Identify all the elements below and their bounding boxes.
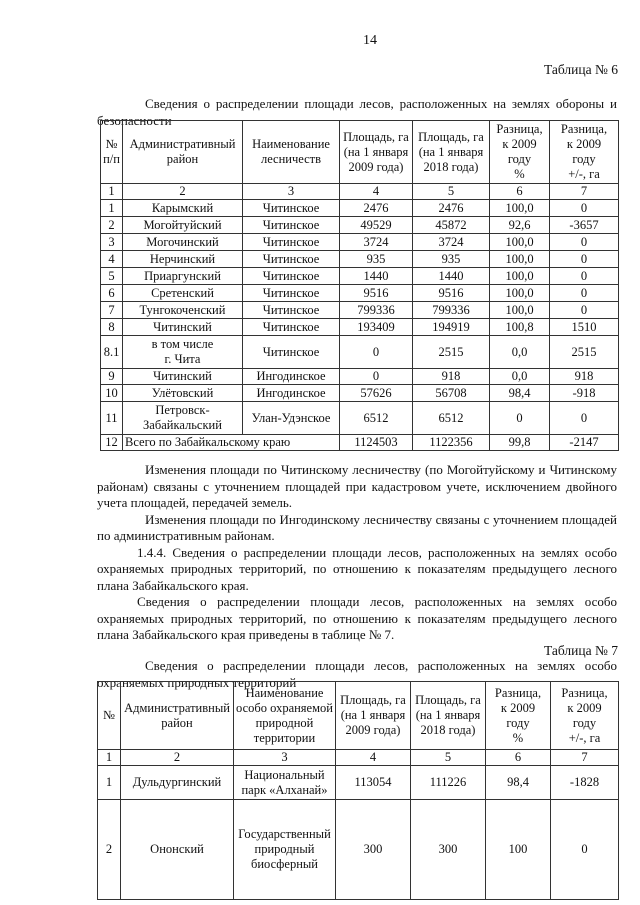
header-cell: Площадь, га (на 1 января 2018 года)	[411, 682, 486, 750]
cell: 12	[101, 435, 123, 451]
cell: 1	[98, 766, 121, 800]
cell: 3724	[340, 234, 413, 251]
header-cell: Административный район	[123, 121, 243, 184]
cell: 0	[550, 200, 619, 217]
colnum-cell: 6	[490, 184, 550, 200]
cell: Могочинский	[123, 234, 243, 251]
table-row	[101, 369, 619, 385]
cell: 8	[101, 319, 123, 336]
table6-label: Таблица № 6	[544, 62, 618, 77]
cell: 8.1	[101, 336, 123, 369]
cell: 11	[101, 402, 123, 435]
table6-caption-text: Сведения о распределении площади лесов, расположенных на землях обороны и безопасности	[97, 96, 617, 128]
cell: 0	[550, 402, 619, 435]
colnum-cell: 2	[123, 184, 243, 200]
header-cell: Площадь, га (на 1 января 2009 года)	[336, 682, 411, 750]
cell: Читинский	[123, 319, 243, 336]
cell: 0	[490, 402, 550, 435]
cell: Читинское	[243, 200, 340, 217]
colnum-cell: 1	[101, 184, 123, 200]
cell: 100,8	[490, 319, 550, 336]
cell: 98,4	[486, 766, 551, 800]
cell: Ингодинское	[243, 369, 340, 385]
cell: 100	[486, 800, 551, 900]
cell: Тунгокоченский	[123, 302, 243, 319]
table7-caption-text: Сведения о распределении площади лесов, расположенных на землях особо охраняемых природных территорий	[97, 658, 617, 690]
header-cell: Разница, к 2009 году +/-, га	[551, 682, 619, 750]
colnum-cell: 7	[550, 184, 619, 200]
header-cell: №	[98, 682, 121, 750]
colnum-cell: 6	[486, 750, 551, 766]
colnum-cell: 1	[98, 750, 121, 766]
cell: 0	[550, 302, 619, 319]
cell: 6512	[413, 402, 490, 435]
table-row	[101, 234, 619, 251]
cell: 9	[101, 369, 123, 385]
colnum-cell: 3	[234, 750, 336, 766]
cell: 0	[550, 268, 619, 285]
colnum-cell: 5	[411, 750, 486, 766]
cell: Могойтуйский	[123, 217, 243, 234]
header-cell: № п/п	[101, 121, 123, 184]
cell: 4	[101, 251, 123, 268]
cell: 100,0	[490, 268, 550, 285]
table-row	[101, 268, 619, 285]
cell: 100,0	[490, 234, 550, 251]
header-cell: Разница, к 2009 году %	[490, 121, 550, 184]
table-row	[101, 285, 619, 302]
table-row	[101, 336, 619, 369]
cell: Читинское	[243, 319, 340, 336]
table-7	[97, 681, 619, 900]
table6-colnum-row	[101, 184, 619, 200]
cell: Национальный парк «Алханай»	[234, 766, 336, 800]
table-row	[98, 800, 619, 900]
cell: 300	[336, 800, 411, 900]
cell: 92,6	[490, 217, 550, 234]
cell: 113054	[336, 766, 411, 800]
cell: Читинское	[243, 336, 340, 369]
cell: Читинское	[243, 302, 340, 319]
cell: -2147	[550, 435, 619, 451]
cell: 100,0	[490, 251, 550, 268]
paragraph: Изменения площади по Ингодинскому лесничеству связаны с уточнением площадей по административным районам.	[97, 511, 617, 543]
cell: Дульдургинский	[121, 766, 234, 800]
colnum-cell: 4	[340, 184, 413, 200]
table-row	[101, 217, 619, 234]
cell: 100,0	[490, 302, 550, 319]
cell: 6	[101, 285, 123, 302]
colnum-cell: 3	[243, 184, 340, 200]
cell: -3657	[550, 217, 619, 234]
table6-total-row	[101, 435, 619, 451]
cell: -1828	[551, 766, 619, 800]
cell: Государственный природный биосферный	[234, 800, 336, 900]
header-cell: Разница, к 2009 году +/-, га	[550, 121, 619, 184]
cell: 0	[340, 369, 413, 385]
cell: 918	[413, 369, 490, 385]
cell: 9516	[340, 285, 413, 302]
table7-header-row	[98, 682, 619, 750]
cell: Читинское	[243, 285, 340, 302]
table-row	[101, 302, 619, 319]
cell: 1122356	[413, 435, 490, 451]
paragraph: Изменения площади по Читинскому лесничеству (по Могойтуйскому и Читинскому районам) связаны с уточнением площадей при кадастровом учете, исключением двойного учета площадей, передачей земель.	[97, 462, 617, 510]
cell: 2476	[413, 200, 490, 217]
cell: Ингодинское	[243, 385, 340, 402]
cell: 1440	[340, 268, 413, 285]
header-cell: Наименование особо охраняемой природной территории	[234, 682, 336, 750]
colnum-cell: 2	[121, 750, 234, 766]
colnum-cell: 5	[413, 184, 490, 200]
cell: 1440	[413, 268, 490, 285]
cell: 2515	[550, 336, 619, 369]
cell: 0	[551, 800, 619, 900]
cell: Улан-Удэнское	[243, 402, 340, 435]
cell: 6512	[340, 402, 413, 435]
header-cell: Площадь, га (на 1 января 2018 года)	[413, 121, 490, 184]
table7-colnum-row	[98, 750, 619, 766]
table-row	[101, 251, 619, 268]
cell: 918	[550, 369, 619, 385]
table-row	[101, 385, 619, 402]
cell: 3	[101, 234, 123, 251]
cell: Сретенский	[123, 285, 243, 302]
cell: 0,0	[490, 369, 550, 385]
cell: Читинское	[243, 268, 340, 285]
cell: 2515	[413, 336, 490, 369]
cell: 98,4	[490, 385, 550, 402]
cell: 3724	[413, 234, 490, 251]
cell: 49529	[340, 217, 413, 234]
cell: Читинское	[243, 251, 340, 268]
cell: Приаргунский	[123, 268, 243, 285]
table7-label: Таблица № 7	[544, 643, 618, 658]
cell: -918	[550, 385, 619, 402]
cell: 9516	[413, 285, 490, 302]
colnum-cell: 7	[551, 750, 619, 766]
table-row	[101, 200, 619, 217]
cell: Улётовский	[123, 385, 243, 402]
cell: Ононский	[121, 800, 234, 900]
header-cell: Административный район	[121, 682, 234, 750]
table-row	[98, 766, 619, 800]
table-row	[101, 402, 619, 435]
header-cell: Разница, к 2009 году %	[486, 682, 551, 750]
table-row	[101, 319, 619, 336]
cell: 2	[98, 800, 121, 900]
cell: 100,0	[490, 200, 550, 217]
page-number: 14	[363, 33, 377, 48]
cell: 1124503	[340, 435, 413, 451]
cell: Читинское	[243, 234, 340, 251]
table-6	[100, 120, 619, 451]
cell: 45872	[413, 217, 490, 234]
cell: 193409	[340, 319, 413, 336]
cell: 799336	[340, 302, 413, 319]
cell: 111226	[411, 766, 486, 800]
body-text	[97, 462, 617, 644]
cell: 0	[550, 251, 619, 268]
cell: Нерчинский	[123, 251, 243, 268]
cell: в том числе г. Чита	[123, 336, 243, 369]
cell: 935	[413, 251, 490, 268]
table7-body	[98, 766, 619, 900]
table6-body	[101, 200, 619, 435]
cell: Петровск- Забайкальский	[123, 402, 243, 435]
cell: 0	[550, 285, 619, 302]
cell: 57626	[340, 385, 413, 402]
cell: 799336	[413, 302, 490, 319]
colnum-cell: 4	[336, 750, 411, 766]
paragraph: Сведения о распределении площади лесов, расположенных на землях особо охраняемых природных территорий, по отношению к показателям предыдущего лесного плана Забайкальского края приведены в таблице № 7.	[97, 594, 617, 642]
cell: 5	[101, 268, 123, 285]
cell: 7	[101, 302, 123, 319]
cell: 194919	[413, 319, 490, 336]
cell: 2	[101, 217, 123, 234]
cell: 0	[550, 234, 619, 251]
cell: 56708	[413, 385, 490, 402]
cell: 935	[340, 251, 413, 268]
cell: Читинский	[123, 369, 243, 385]
paragraph-section-heading: 1.4.4. Сведения о распределении площади лесов, расположенных на землях особо охраняемых природных территорий, по отношению к показателям предыдущего лесного плана Забайкальского края.	[97, 544, 617, 593]
total-label: Всего по Забайкальскому краю	[123, 435, 340, 451]
cell: 1	[101, 200, 123, 217]
cell: 10	[101, 385, 123, 402]
cell: 300	[411, 800, 486, 900]
cell: 99,8	[490, 435, 550, 451]
cell: 100,0	[490, 285, 550, 302]
cell: Читинское	[243, 217, 340, 234]
cell: 0,0	[490, 336, 550, 369]
header-cell: Площадь, га (на 1 января 2009 года)	[340, 121, 413, 184]
cell: 1510	[550, 319, 619, 336]
cell: Карымский	[123, 200, 243, 217]
cell: 2476	[340, 200, 413, 217]
table6-header-row	[101, 121, 619, 184]
cell: 0	[340, 336, 413, 369]
header-cell: Наименование лесничеств	[243, 121, 340, 184]
